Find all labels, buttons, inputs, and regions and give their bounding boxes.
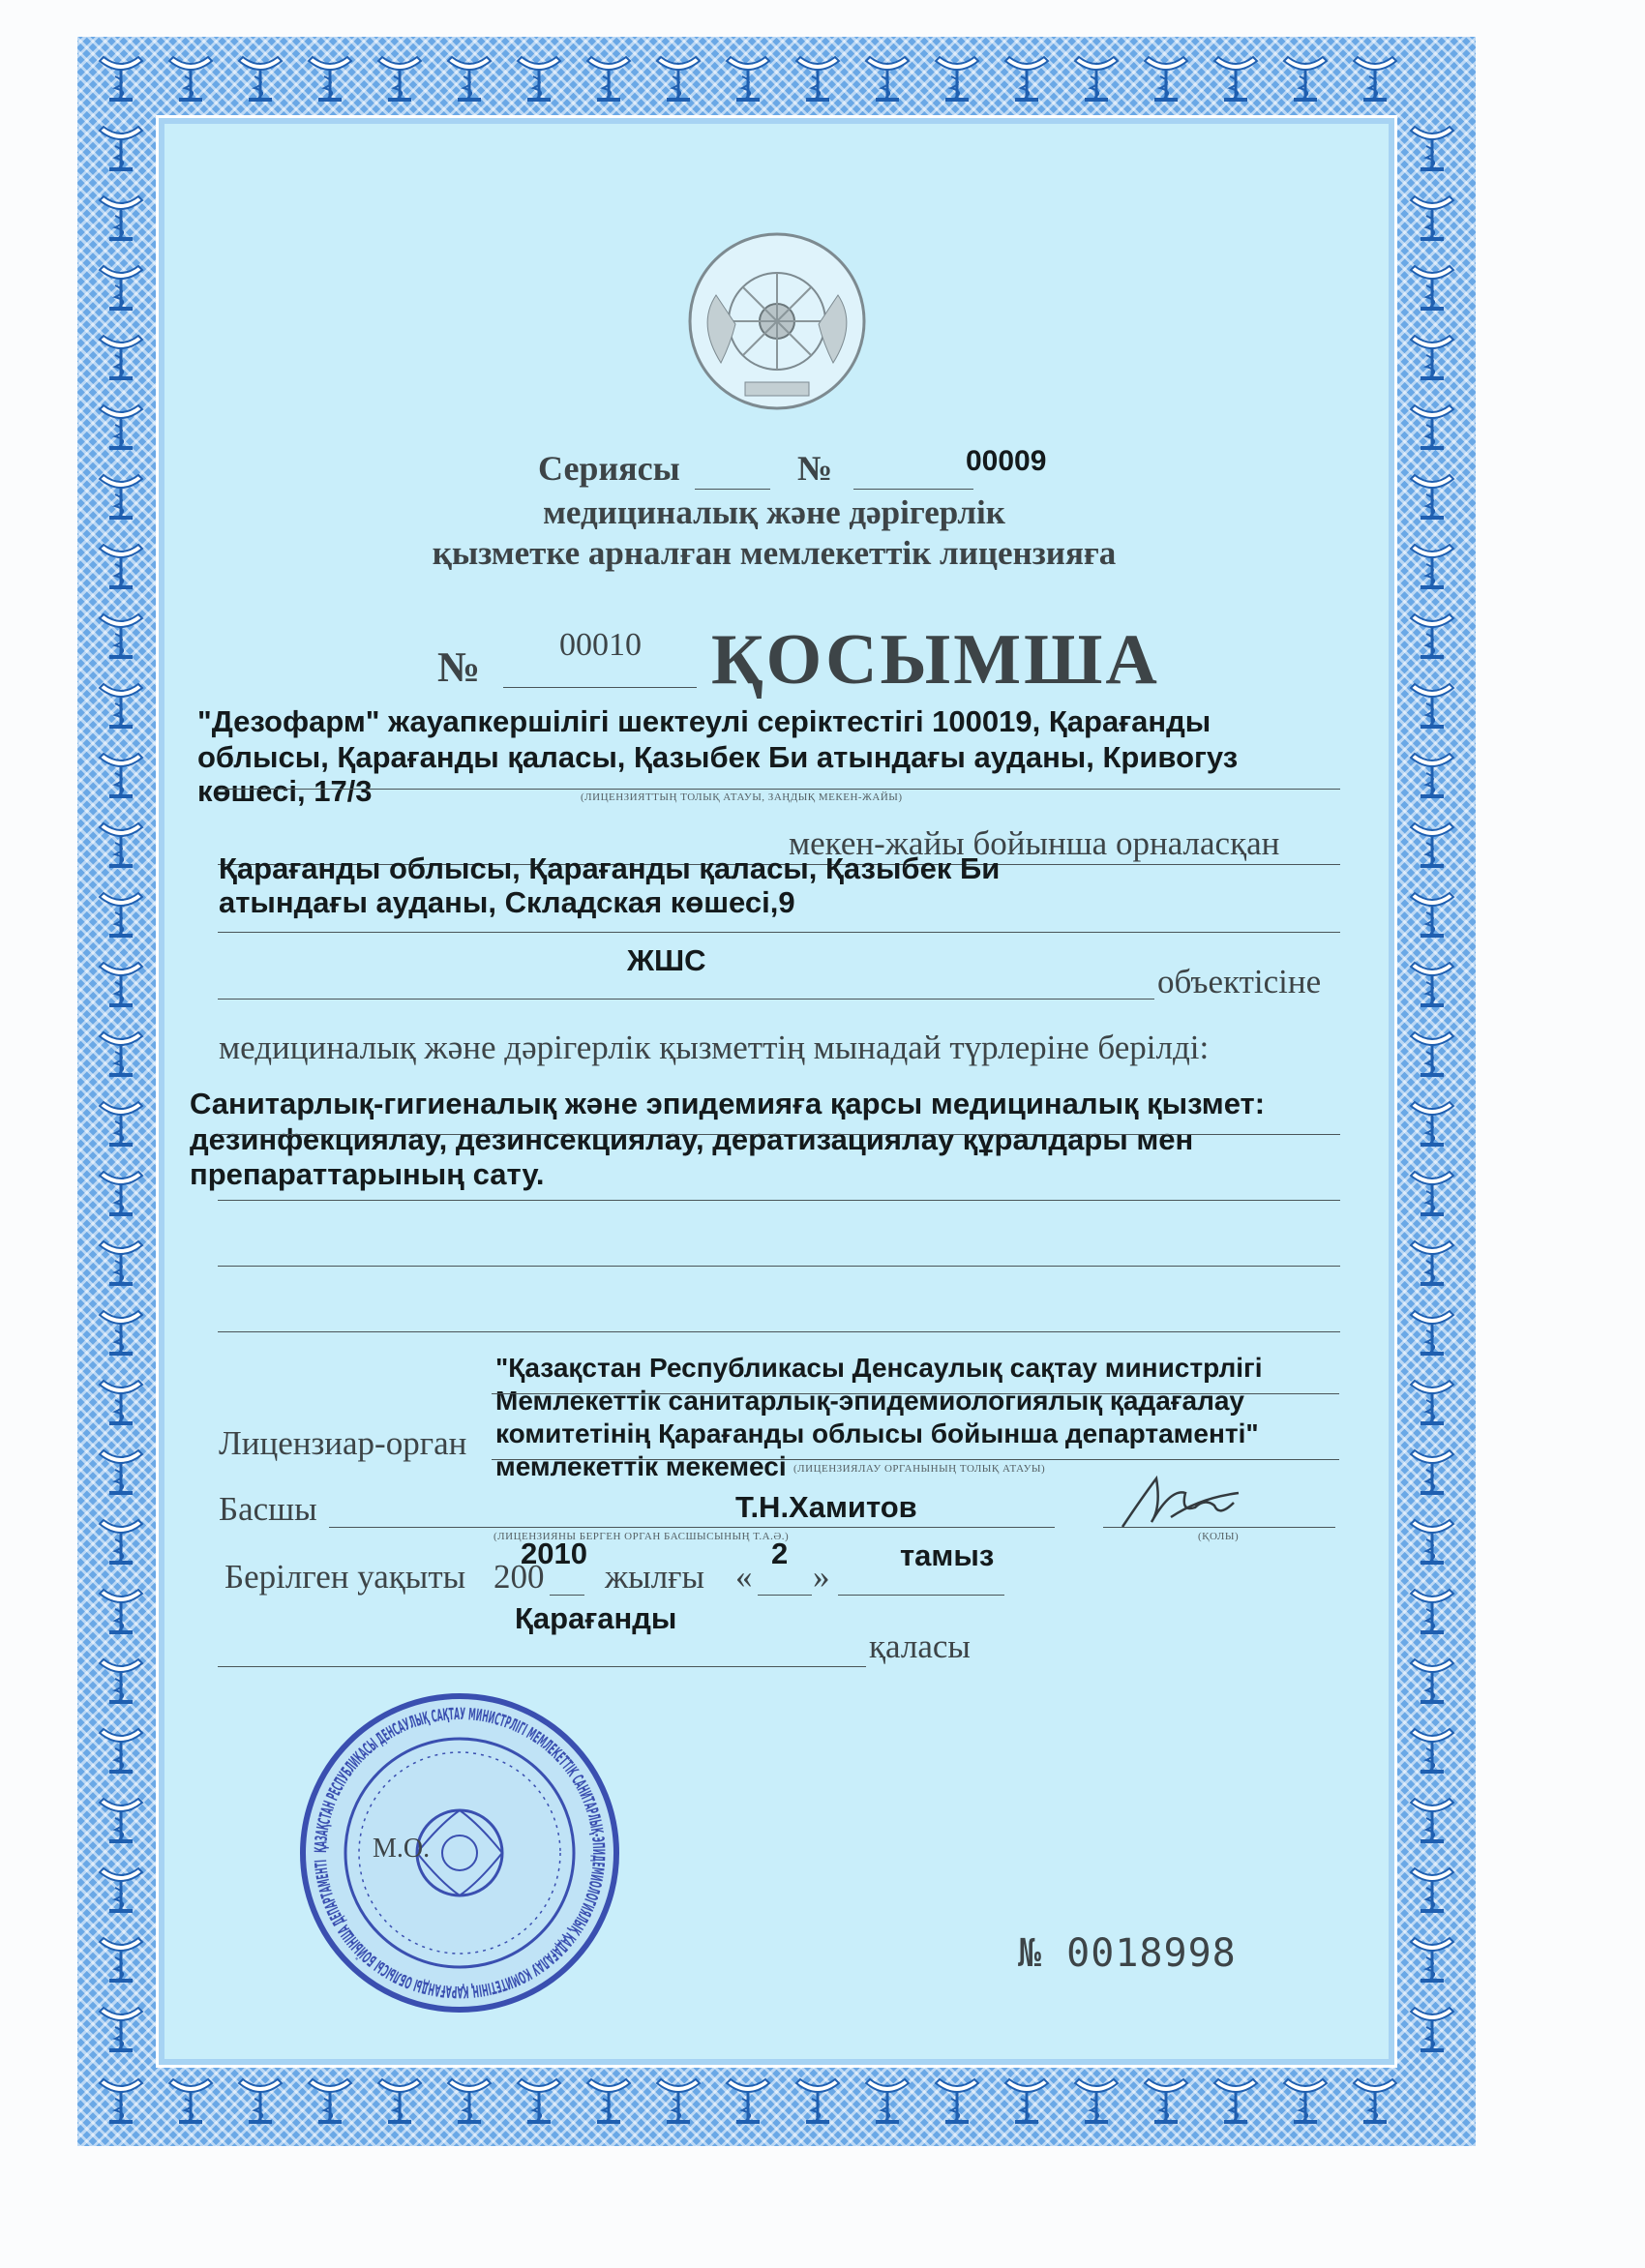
hygieia-bowl-icon xyxy=(100,1172,142,1214)
stamp-mo-label: М.О. xyxy=(373,1834,431,1864)
hygieia-bowl-icon xyxy=(657,57,700,100)
hygieia-bowl-icon xyxy=(1411,1868,1453,1911)
licensee-line-3: көшесі, 17/3 xyxy=(197,774,373,808)
hygieia-bowl-icon xyxy=(1411,684,1453,727)
object-value: ЖШС xyxy=(627,943,706,977)
services-line-2: дезинфекциялау, дезинсекциялау, дератизациялау құралдары мен xyxy=(190,1122,1194,1156)
series-number-line xyxy=(853,489,973,490)
hygieia-bowl-icon xyxy=(169,2079,212,2122)
services-line-3: препараттарының сату. xyxy=(190,1157,545,1191)
hygieia-bowl-icon xyxy=(1411,1590,1453,1632)
location-text-2: атындағы ауданы, Складская көшесі,9 xyxy=(219,885,795,919)
hygieia-bowl-icon xyxy=(1411,336,1453,378)
services-line-1: Санитарлық-гигиеналық және эпидемияға қарсы медициналық қызмет: xyxy=(190,1087,1266,1120)
hygieia-bowl-icon xyxy=(1411,823,1453,866)
issue-close-quote: » xyxy=(813,1558,830,1596)
title-line-1: медициналық және дәрігерлік xyxy=(543,493,1005,531)
issue-year-value: 2010 xyxy=(521,1537,587,1570)
services-line-b xyxy=(218,1200,1340,1201)
hygieia-bowl-icon xyxy=(1411,2008,1453,2050)
appendix-number-sign: № xyxy=(437,643,481,691)
appendix-number-line xyxy=(503,687,697,688)
signature-caption: (ҚОЛЫ) xyxy=(1198,1531,1240,1542)
hygieia-bowl-icon xyxy=(100,1032,142,1075)
issue-month-line xyxy=(838,1595,1004,1596)
hygieia-bowl-icon xyxy=(1411,1450,1453,1493)
series-number-sign: № xyxy=(797,449,833,488)
hygieia-bowl-icon xyxy=(1005,2079,1048,2122)
hygieia-bowl-icon xyxy=(1075,2079,1118,2122)
hygieia-bowl-icon xyxy=(100,823,142,866)
hygieia-bowl-icon xyxy=(796,57,839,100)
hygieia-bowl-icon xyxy=(866,57,909,100)
issue-year-prefix: 200 xyxy=(494,1558,545,1596)
hygieia-bowl-icon xyxy=(1411,127,1453,169)
issue-year-line xyxy=(550,1595,584,1596)
hygieia-bowl-icon xyxy=(1411,1729,1453,1772)
hygieia-bowl-icon xyxy=(100,196,142,239)
form-number: № 0018998 xyxy=(1018,1931,1237,1976)
services-label: медициналық және дәрігерлік қызметтің мынадай түрлеріне берілді: xyxy=(219,1029,1210,1066)
title-line-2: қызметке арналған мемлекеттік лицензияға xyxy=(432,534,1117,572)
hygieia-bowl-icon xyxy=(100,754,142,796)
hygieia-bowl-icon xyxy=(1411,1381,1453,1423)
hygieia-bowl-icon xyxy=(100,1590,142,1632)
hygieia-bowl-icon xyxy=(100,2008,142,2050)
hygieia-bowl-icon xyxy=(936,57,978,100)
hygieia-bowl-icon xyxy=(1354,57,1396,100)
location-text-1: Қарағанды облысы, Қарағанды қаласы, Қазыбек Би xyxy=(219,851,1001,885)
hygieia-bowl-icon xyxy=(1411,614,1453,657)
hygieia-bowl-icon xyxy=(100,1311,142,1354)
hygieia-bowl-icon xyxy=(1214,57,1257,100)
licensor-line-1: "Қазақстан Республикасы Денсаулық сақтау министрлігі xyxy=(495,1353,1263,1383)
hygieia-bowl-icon xyxy=(100,1729,142,1772)
hygieia-bowl-icon xyxy=(1411,1938,1453,1981)
location-line-2 xyxy=(218,932,1340,933)
hygieia-bowl-icon xyxy=(448,57,491,100)
issue-city-value: Қарағанды xyxy=(515,1601,677,1635)
issue-city-line xyxy=(218,1666,866,1667)
hygieia-bowl-icon xyxy=(1005,57,1048,100)
licensor-line-4: мемлекеттік мекемесі xyxy=(495,1451,787,1481)
object-label: объектісіне xyxy=(1157,963,1322,1000)
hygieia-bowl-icon xyxy=(1214,2079,1257,2122)
hygieia-bowl-icon xyxy=(1411,266,1453,309)
hygieia-bowl-icon xyxy=(100,1799,142,1841)
hygieia-bowl-icon xyxy=(100,1938,142,1981)
coat-of-arms-emblem xyxy=(677,227,877,416)
hygieia-bowl-icon xyxy=(100,1868,142,1911)
licensee-line-2: облысы, Қарағанды қаласы, Қазыбек Би атындағы ауданы, Кривогуз xyxy=(197,740,1239,774)
licensor-label: Лицензиар-орган xyxy=(219,1424,467,1462)
signature-mark xyxy=(1113,1459,1248,1537)
hygieia-bowl-icon xyxy=(1411,196,1453,239)
hygieia-bowl-icon xyxy=(587,2079,630,2122)
hygieia-bowl-icon xyxy=(1411,754,1453,796)
hygieia-bowl-icon xyxy=(1145,57,1187,100)
hygieia-bowl-icon xyxy=(1411,1520,1453,1563)
hygieia-bowl-icon xyxy=(100,266,142,309)
official-round-stamp xyxy=(295,1688,624,2017)
issue-city-label: қаласы xyxy=(869,1627,971,1665)
head-name: Т.Н.Хамитов xyxy=(735,1490,917,1524)
hygieia-bowl-icon xyxy=(936,2079,978,2122)
issue-label: Берілген уақыты xyxy=(224,1558,466,1596)
hygieia-bowl-icon xyxy=(100,1381,142,1423)
hygieia-bowl-icon xyxy=(587,57,630,100)
hygieia-bowl-icon xyxy=(100,2079,142,2122)
head-label: Басшы xyxy=(219,1490,317,1528)
hygieia-bowl-icon xyxy=(727,2079,769,2122)
hygieia-bowl-icon xyxy=(1411,963,1453,1005)
hygieia-bowl-icon xyxy=(518,2079,560,2122)
hygieia-bowl-icon xyxy=(100,405,142,448)
hygieia-bowl-icon xyxy=(239,57,282,100)
hygieia-bowl-icon xyxy=(100,963,142,1005)
hygieia-bowl-icon xyxy=(100,336,142,378)
hygieia-bowl-icon xyxy=(448,2079,491,2122)
appendix-number: 00010 xyxy=(559,627,642,663)
hygieia-bowl-icon xyxy=(1411,1241,1453,1284)
licensor-line-2: Мемлекеттік санитарлық-эпидемиологиялық қадағалау xyxy=(495,1386,1245,1416)
hygieia-bowl-icon xyxy=(1284,57,1327,100)
hygieia-bowl-icon xyxy=(100,1520,142,1563)
issue-open-quote: « xyxy=(735,1558,753,1596)
hygieia-bowl-icon xyxy=(239,2079,282,2122)
hygieia-bowl-icon xyxy=(309,57,351,100)
hygieia-bowl-icon xyxy=(796,2079,839,2122)
hygieia-bowl-icon xyxy=(1411,1659,1453,1702)
hygieia-bowl-icon xyxy=(1411,1172,1453,1214)
hygieia-bowl-icon xyxy=(1411,1311,1453,1354)
hygieia-bowl-icon xyxy=(866,2079,909,2122)
appendix-title: ҚОСЫМША xyxy=(711,620,1160,700)
hygieia-bowl-icon xyxy=(100,1241,142,1284)
hygieia-bowl-icon xyxy=(100,1102,142,1145)
hygieia-bowl-icon xyxy=(100,614,142,657)
object-line xyxy=(218,999,1154,1000)
issue-day-line xyxy=(758,1595,812,1596)
hygieia-bowl-icon xyxy=(1411,405,1453,448)
head-name-line xyxy=(329,1527,1055,1528)
hygieia-bowl-icon xyxy=(1411,893,1453,936)
issue-month-value: тамыз xyxy=(900,1538,995,1572)
stamp-ring-textpath: ҚАЗАҚСТАН РЕСПУБЛИКАСЫ ДЕНСАУЛЫҚ САҚТАУ МИНИСТРЛІГІ МЕМЛЕКЕТТІК САНИТАРЛЫҚ-ЭПИДЕМИОЛОГИЯЛЫҚ ҚАДАҒАЛАУ КОМИТЕТІНІҢ ҚАРАҒАНДЫ ОБЛЫСЫ БОЙЫНША ДЕПАРТАМЕНТ xyxy=(311,1704,609,2002)
series-number: 00009 xyxy=(966,445,1047,477)
head-name-caption: (ЛИЦЕНЗИЯНЫ БЕРГЕН ОРГАН БАСШЫСЫНЫҢ Т.А.Ә.) xyxy=(494,1531,790,1542)
hygieia-bowl-icon xyxy=(727,57,769,100)
licensor-underline-1 xyxy=(492,1393,1339,1394)
issue-day-value: 2 xyxy=(771,1537,789,1570)
hygieia-bowl-icon xyxy=(1284,2079,1327,2122)
hygieia-bowl-icon xyxy=(518,57,560,100)
hygieia-bowl-icon xyxy=(100,57,142,100)
licensee-underline xyxy=(218,789,1340,790)
hygieia-bowl-icon xyxy=(100,893,142,936)
licensee-caption: (ЛИЦЕНЗИЯТТЫҢ ТОЛЫҚ АТАУЫ, ЗАҢДЫҚ МЕКЕН-ЖАЙЫ) xyxy=(581,791,903,803)
hygieia-bowl-icon xyxy=(1145,2079,1187,2122)
hygieia-bowl-icon xyxy=(1075,57,1118,100)
hygieia-bowl-icon xyxy=(1411,1032,1453,1075)
hygieia-bowl-icon xyxy=(378,57,421,100)
hygieia-bowl-icon xyxy=(169,57,212,100)
location-label: мекен-жайы бойынша орналасқан xyxy=(789,824,1280,862)
services-line-d xyxy=(218,1331,1340,1332)
hygieia-bowl-icon xyxy=(1411,1799,1453,1841)
hygieia-bowl-icon xyxy=(657,2079,700,2122)
licensee-line-1: "Дезофарм" жауапкершілігі шектеулі серіктестігі 100019, Қарағанды xyxy=(197,704,1211,738)
hygieia-bowl-icon xyxy=(1354,2079,1396,2122)
hygieia-bowl-icon xyxy=(100,127,142,169)
hygieia-bowl-icon xyxy=(1411,1102,1453,1145)
hygieia-bowl-icon xyxy=(309,2079,351,2122)
series-label: Сериясы xyxy=(538,449,680,488)
licensor-caption: (ЛИЦЕНЗИЯЛАУ ОРГАНЫНЫҢ ТОЛЫҚ АТАУЫ) xyxy=(793,1463,1046,1475)
issue-year-label: жылғы xyxy=(605,1558,705,1596)
hygieia-bowl-icon xyxy=(100,684,142,727)
hygieia-bowl-icon xyxy=(100,1450,142,1493)
series-blank-line xyxy=(695,489,770,490)
licensor-line-3: комитетінің Қарағанды облысы бойынша департаменті" xyxy=(495,1418,1259,1448)
hygieia-bowl-icon xyxy=(100,1659,142,1702)
services-line-c xyxy=(218,1266,1340,1267)
hygieia-bowl-icon xyxy=(378,2079,421,2122)
services-line-a xyxy=(218,1134,1340,1135)
